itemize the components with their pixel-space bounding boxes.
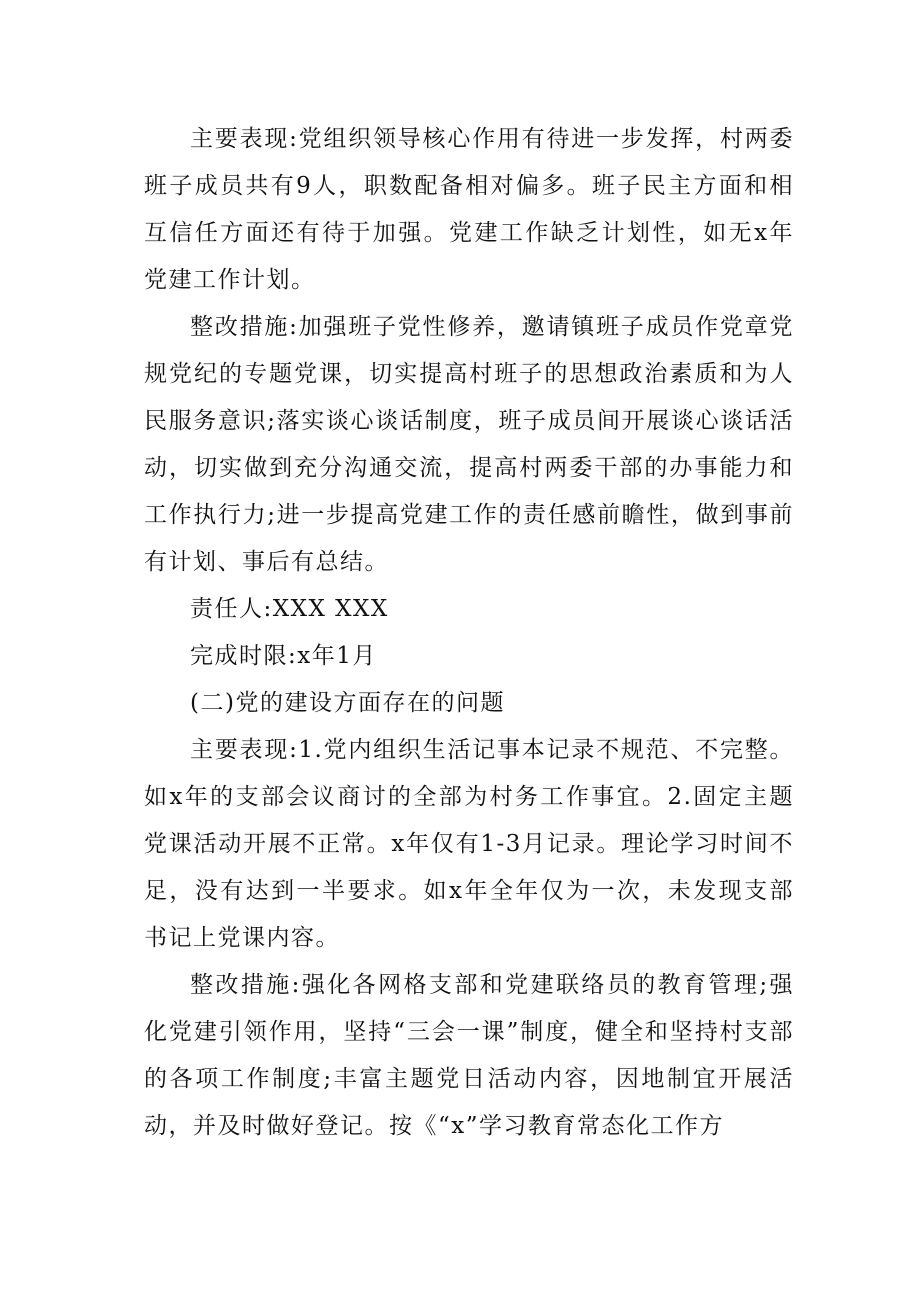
paragraph-deadline: 完成时限:x年1月 [190, 643, 377, 669]
paragraph-rectification-1: 整改措施:加强班子党性修养，邀请镇班子成员作党章党规党纪的专题党课，切实提高村班子的思想政治素质和为人民服务意识;落实谈心谈话制度，班子成员间开展谈心谈话活动，切实做到充分沟通交流，提高村两委干部的办事能力和工作执行力;进一步提高党建工作的责任感前瞻性，做到事前有计划、事后有总结。 [144, 314, 794, 575]
paragraph-rectification-2: 整改措施:强化各网格支部和党建联络员的教育管理;强化党建引领作用，坚持“三会一课”制度，健全和坚持村支部的各项工作制度;丰富主题党日活动内容，因地制宜开展活动，并及时做好登记。按《“x”学习教育常态化工作方 [144, 972, 794, 1139]
paragraph-main-performance-1: 主要表现:党组织领导核心作用有待进一步发挥，村两委班子成员共有9人，职数配备相对偏多。班子民主方面和相互信任方面还有待于加强。党建工作缺乏计划性，如无x年党建工作计划。 [144, 126, 794, 293]
section-heading-party-building: (二)党的建设方面存在的问题 [190, 690, 505, 716]
paragraph-main-performance-2: 主要表现:1.党内组织生活记事本记录不规范、不完整。如x年的支部会议商讨的全部为村务工作事宜。2.固定主题党课活动开展不正常。x年仅有1-3月记录。理论学习时间不足，没有达到一半要求。如x年全年仅为一次，未发现支部书记上党课内容。 [144, 737, 794, 951]
document-body [144, 116, 794, 1150]
paragraph-responsible-person: 责任人:XXX XXX [190, 596, 389, 622]
